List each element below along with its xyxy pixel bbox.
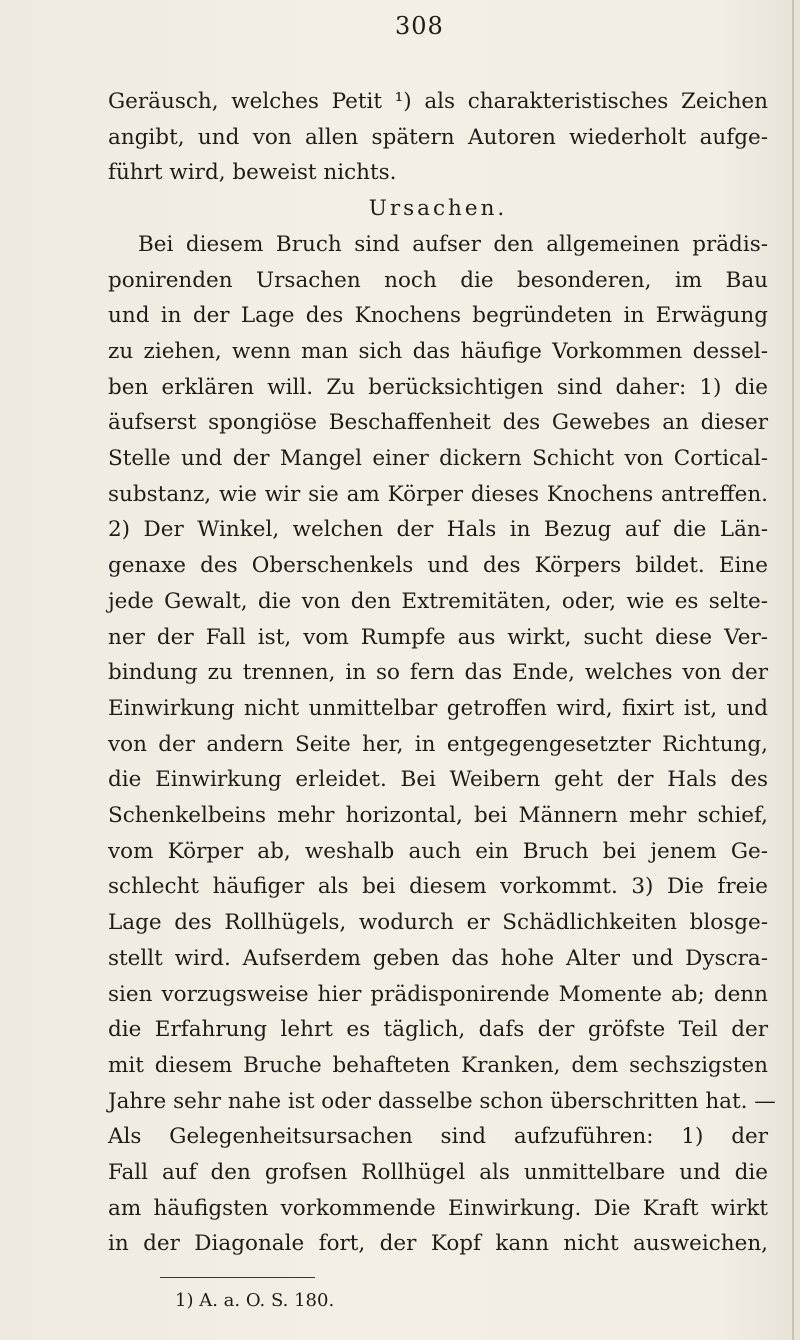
text-line: und in der Lage des Knochens begründeten in Erwägung — [108, 303, 768, 329]
text-line: Jahre sehr nahe ist oder dasselbe schon überschritten hat. — — [108, 1088, 776, 1114]
text-line: ben erklären will. Zu berücksichtigen sind daher: 1) die — [108, 374, 768, 400]
text-line: sien vorzugsweise hier prädisponirende Momente ab; denn — [108, 981, 768, 1007]
text-line: äufserst spongiöse Beschaffenheit des Gewebes an dieser — [108, 410, 768, 436]
text-line: stellt wird. Aufserdem geben das hohe Alter und Dyscra- — [108, 945, 768, 971]
text-line: ponirenden Ursachen noch die besonderen, im Bau — [108, 267, 768, 293]
text-line: Als Gelegenheitsursachen sind aufzuführen: 1) der — [108, 1124, 768, 1150]
text-line: von der andern Seite her, in entgegengesetzter Richtung, — [108, 731, 768, 757]
text-line: führt wird, beweist nichts. — [108, 160, 397, 186]
footnote: 1) A. a. O. S. 180. — [175, 1290, 335, 1311]
body-text — [108, 84, 776, 1262]
text-line: angibt, und von allen spätern Autoren wiederholt aufge- — [108, 124, 768, 150]
page-edge — [792, 0, 794, 1340]
text-line: 2) Der Winkel, welchen der Hals in Bezug auf die Län- — [108, 517, 768, 543]
text-line: Stelle und der Mangel einer dickern Schicht von Cortical- — [108, 446, 768, 472]
text-line: ner der Fall ist, vom Rumpfe aus wirkt, sucht diese Ver- — [108, 624, 768, 650]
text-line: schlecht häufiger als bei diesem vorkommt. 3) Die freie — [108, 874, 768, 900]
text-line: am häufigsten vorkommende Einwirkung. Die Kraft wirkt — [108, 1195, 768, 1221]
text-line: genaxe des Oberschenkels und des Körpers bildet. Eine — [108, 553, 768, 579]
text-line: mit diesem Bruche behafteten Kranken, dem sechszigsten — [108, 1052, 768, 1078]
text-line: substanz, wie wir sie am Körper dieses Knochens antreffen. — [108, 481, 768, 507]
text-line: die Erfahrung lehrt es täglich, dafs der gröfste Teil der — [108, 1017, 768, 1043]
text-line: Einwirkung nicht unmittelbar getroffen wird, fixirt ist, und — [108, 695, 768, 721]
text-line: Bei diesem Bruch sind aufser den allgemeinen prädis- — [138, 231, 768, 257]
page-number: 308 — [395, 12, 444, 40]
text-line: Schenkelbeins mehr horizontal, bei Männern mehr schief, — [108, 803, 768, 829]
text-line: Fall auf den grofsen Rollhügel als unmittelbare und die — [108, 1160, 768, 1186]
text-line: vom Körper ab, weshalb auch ein Bruch bei jenem Ge- — [108, 838, 768, 864]
text-line: Geräusch, welches Petit ¹) als charakteristisches Zeichen — [108, 89, 768, 114]
text-line: jede Gewalt, die von den Extremitäten, oder, wie es selte- — [108, 588, 768, 614]
text-line: bindung zu trennen, in so fern das Ende, welches von der — [108, 660, 768, 686]
footnote-divider — [160, 1277, 315, 1278]
text-line: in der Diagonale fort, der Kopf kann nicht ausweichen, — [108, 1231, 768, 1257]
text-line: zu ziehen, wenn man sich das häufige Vorkommen dessel- — [108, 338, 768, 364]
text-line: die Einwirkung erleidet. Bei Weibern geht der Hals des — [108, 767, 768, 793]
section-heading: Ursachen. — [368, 196, 508, 222]
text-line: Lage des Rollhügels, wodurch er Schädlichkeiten blosge- — [108, 910, 768, 936]
